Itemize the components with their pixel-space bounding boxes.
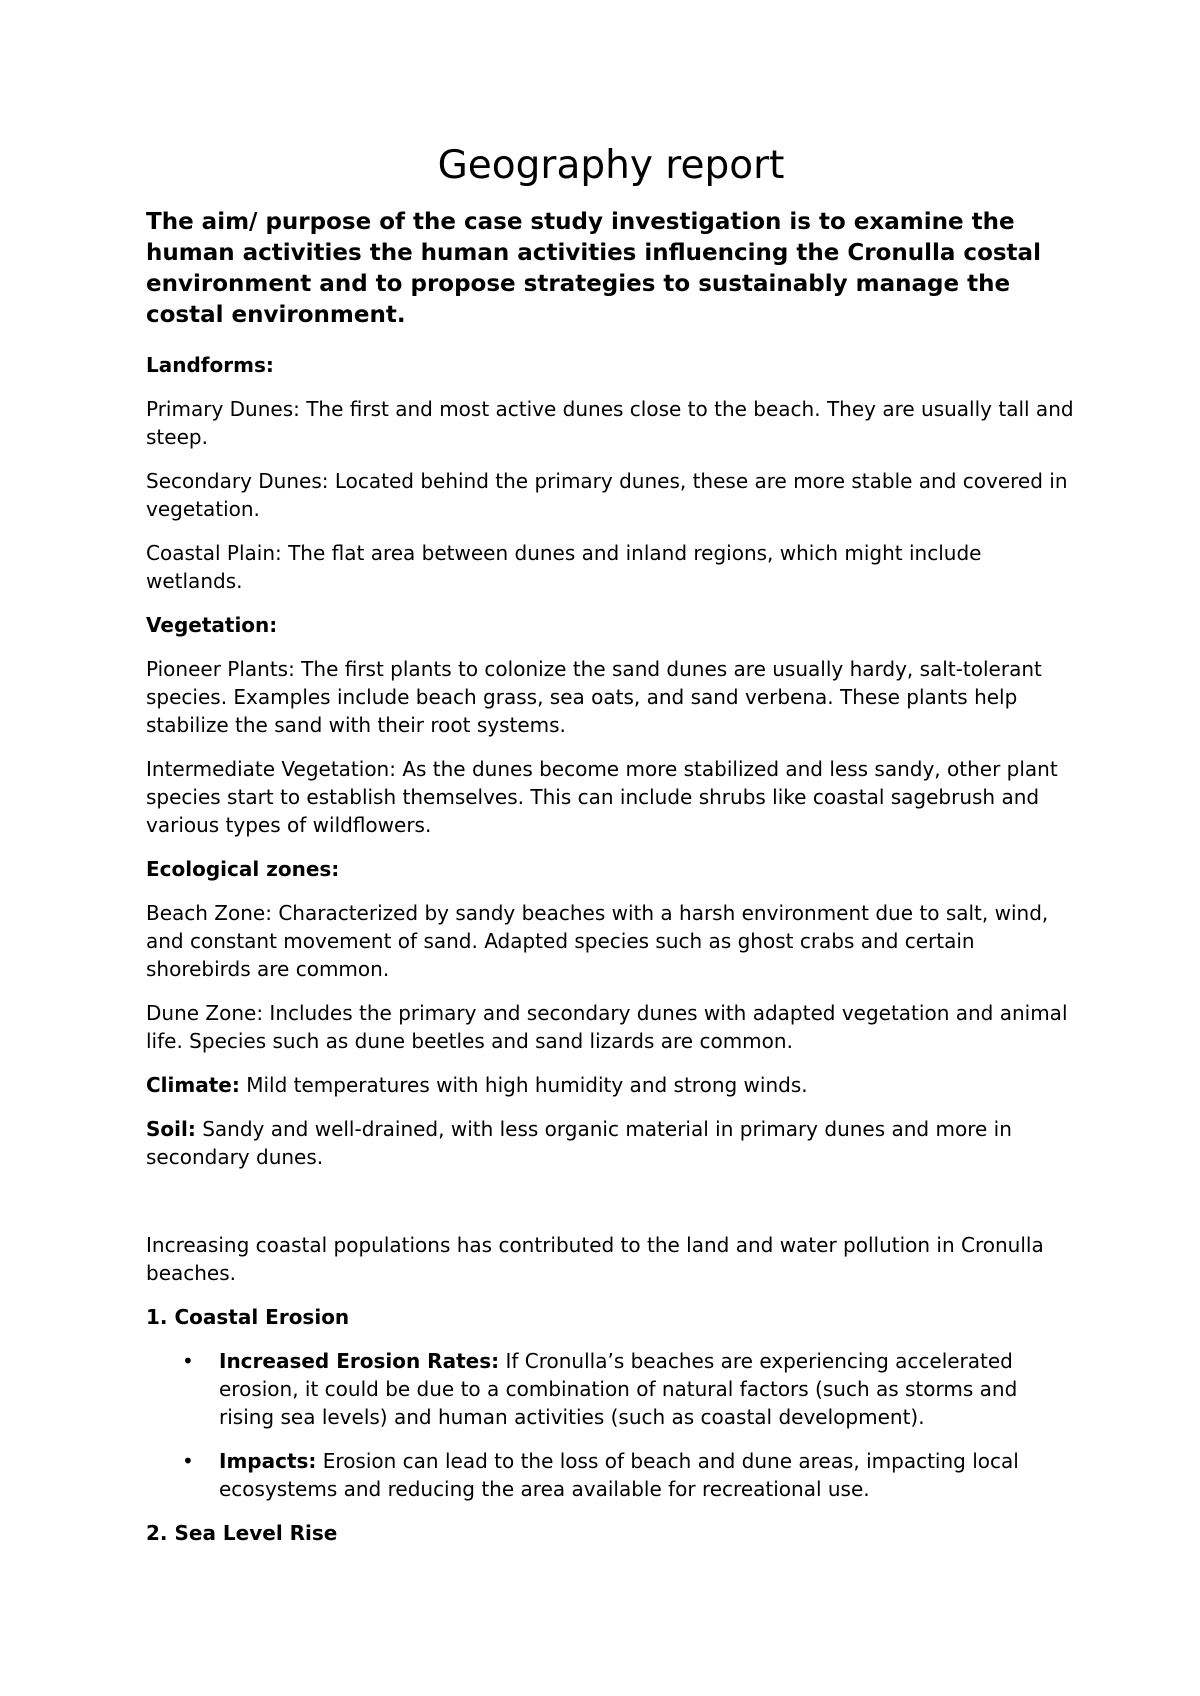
landform-coastal-plain: Coastal Plain: The flat area between dunes and inland regions, which might include wetlands. <box>146 540 982 593</box>
vegetation-heading: Vegetation: <box>146 612 278 637</box>
coastal-erosion-heading: 1. Coastal Erosion <box>146 1304 350 1329</box>
ecological-beach-zone: Beach Zone: Characterized by sandy beaches with a harsh environment due to salt, wind, and constant movement of sand. Adapted species such as ghost crabs and certain shorebirds are common. <box>146 900 1049 981</box>
bullet-text: If Cronulla’s beaches are experiencing accelerated erosion, it could be due to a combination of natural factors (such as storms and rising sea levels) and human activities (such as coastal development). <box>219 1348 1018 1429</box>
aim-paragraph: The aim/ purpose of the case study investigation is to examine the human activities the human activities influencing the Cronulla costal environment and to propose strategies to sustainably manage the costal environment. <box>146 208 1041 328</box>
landform-primary-dunes: Primary Dunes: The first and most active dunes close to the beach. They are usually tall and steep. <box>146 396 1074 449</box>
page-title: Geography report <box>437 143 785 188</box>
ecological-zones-heading: Ecological zones: <box>146 856 340 881</box>
landform-secondary-dunes: Secondary Dunes: Located behind the primary dunes, these are more stable and covered in vegetation. <box>146 468 1068 521</box>
climate-paragraph <box>146 1071 1076 1099</box>
list-item <box>146 1347 1076 1431</box>
vegetation-intermediate: Intermediate Vegetation: As the dunes become more stabilized and less sandy, other plant species start to establish themselves. This can include shrubs like coastal sagebrush and various types of wildflowers. <box>146 756 1058 837</box>
soil-paragraph <box>146 1115 1076 1171</box>
bullet-icon: • <box>182 1448 194 1473</box>
document-page <box>146 140 1076 1563</box>
population-paragraph: Increasing coastal populations has contributed to the land and water pollution in Cronulla beaches. <box>146 1232 1044 1285</box>
climate-text: Mild temperatures with high humidity and strong winds. <box>239 1072 808 1097</box>
list-item <box>146 1447 1076 1503</box>
coastal-erosion-list <box>146 1347 1076 1503</box>
bullet-label: Increased Erosion Rates: <box>219 1348 500 1373</box>
spacer <box>146 1187 1076 1231</box>
bullet-icon: • <box>182 1348 194 1373</box>
sea-level-rise-heading: 2. Sea Level Rise <box>146 1520 338 1545</box>
ecological-dune-zone: Dune Zone: Includes the primary and secondary dunes with adapted vegetation and animal life. Species such as dune beetles and sand lizards are common. <box>146 1000 1068 1053</box>
climate-label: Climate: <box>146 1072 240 1097</box>
vegetation-pioneer-plants: Pioneer Plants: The first plants to colonize the sand dunes are usually hardy, salt-tolerant species. Examples include beach grass, sea oats, and sand verbena. These plants help stabilize the sand with their root systems. <box>146 656 1042 737</box>
bullet-text: Erosion can lead to the loss of beach and dune areas, impacting local ecosystems and reducing the area available for recreational use. <box>219 1448 1019 1501</box>
soil-label: Soil: <box>146 1116 196 1141</box>
bullet-label: Impacts: <box>219 1448 317 1473</box>
soil-text: Sandy and well-drained, with less organic material in primary dunes and more in secondary dunes. <box>146 1116 1012 1169</box>
landforms-heading: Landforms: <box>146 352 274 377</box>
